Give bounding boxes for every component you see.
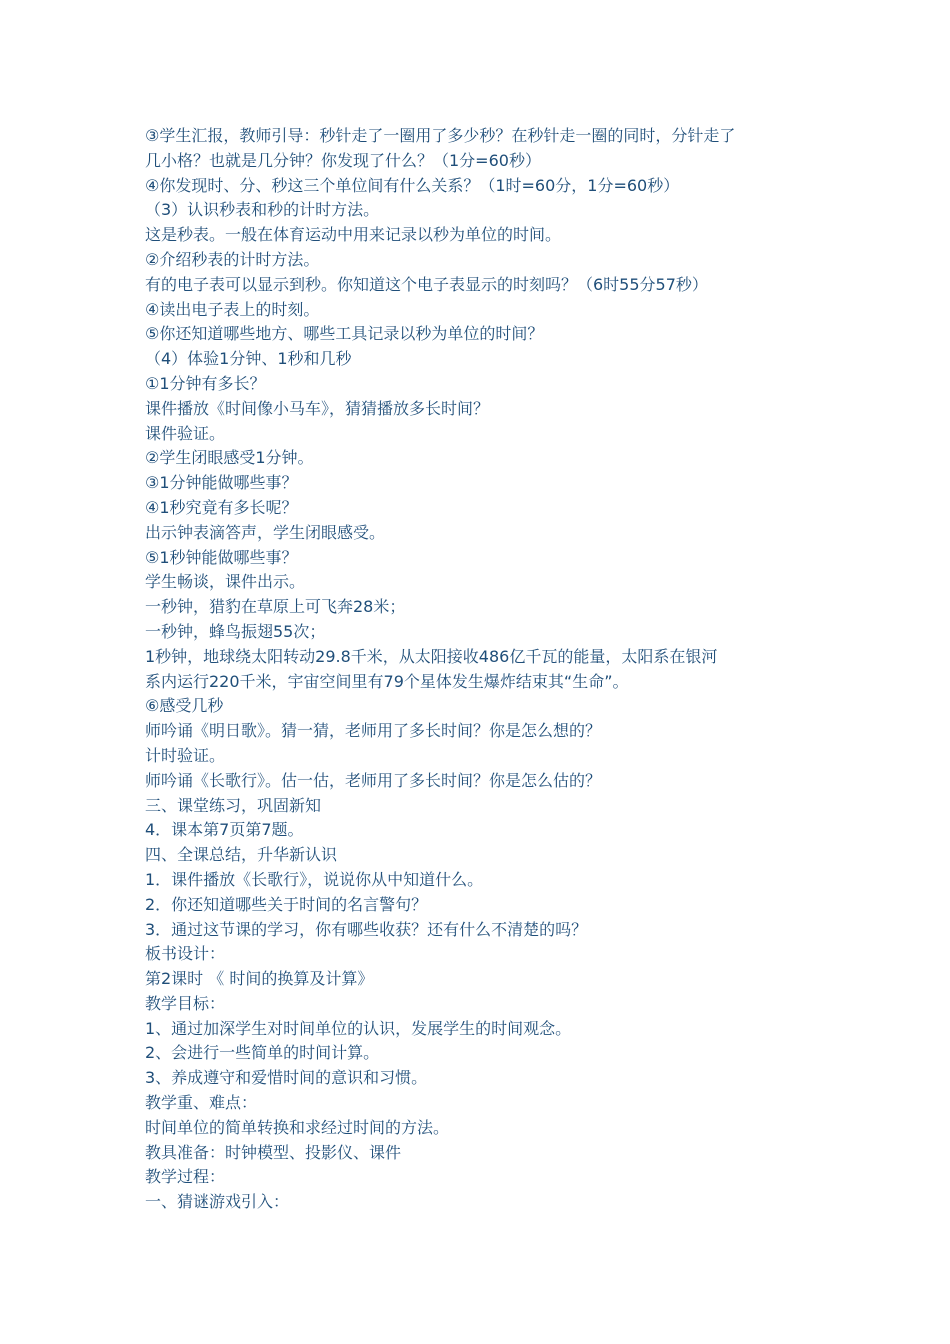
text-line: 这是秒表。一般在体育运动中用来记录以秒为单位的时间。 [145, 225, 562, 245]
text-line: 系内运行220千米，宇宙空间里有79个星体发生爆炸结束其“生命”。 [145, 671, 629, 691]
text-line: 2．你还知道哪些关于时间的名言警句？ [145, 894, 428, 914]
text-line: 几小格？也就是几分钟？你发现了什么？（1分=60秒） [145, 150, 541, 170]
text-line: 师吟诵《长歌行》。估一估，老师用了多长时间？你是怎么估的？ [145, 770, 602, 790]
text-line: ④读出电子表上的时刻。 [145, 299, 320, 319]
text-line: 一秒钟，蜂鸟振翅55次； [145, 621, 326, 641]
text-line: 3、养成遵守和爱惜时间的意识和习惯。 [145, 1068, 428, 1088]
text-line: ④1秒究竟有多长呢？ [145, 497, 298, 517]
text-line: 教学过程： [145, 1167, 226, 1187]
text-line: 一、猜谜游戏引入： [145, 1192, 290, 1212]
text-line: 师吟诵《明日歌》。猜一猜，老师用了多长时间？你是怎么想的？ [145, 721, 602, 741]
text-line: 教学目标： [145, 993, 226, 1013]
text-line: ③学生汇报，教师引导：秒针走了一圈用了多少秒？在秒针走一圈的同时，分针走了 [145, 126, 736, 145]
text-line: 计时验证。 [145, 745, 226, 765]
text-line: 1．课件播放《长歌行》，说说你从中知道什么。 [145, 869, 484, 889]
text-line: 1、通过加深学生对时间单位的认识，发展学生的时间观念。 [145, 1018, 572, 1038]
text-line: ⑤1秒钟能做哪些事？ [145, 547, 298, 567]
text-line: （4）体验1分钟、1秒和几秒 [145, 349, 352, 369]
text-line: 3．通过这节课的学习，你有哪些收获？还有什么不清楚的吗？ [145, 919, 588, 939]
document-body [145, 124, 815, 1215]
text-line: 课件播放《时间像小马车》，猜猜播放多长时间？ [145, 398, 490, 418]
text-line: 2、会进行一些简单的时间计算。 [145, 1043, 380, 1063]
text-line: 教学重、难点： [145, 1093, 258, 1113]
text-line: ①1分钟有多长？ [145, 373, 266, 393]
text-line: 四、全课总结，升华新认识 [145, 845, 338, 865]
text-line: ⑥感受几秒 [145, 696, 224, 716]
text-line: 教具准备：时钟模型、投影仪、课件 [145, 1142, 402, 1162]
text-line: ②学生闭眼感受1分钟。 [145, 448, 314, 468]
text-line: ③1分钟能做哪些事？ [145, 473, 298, 493]
text-line: ④你发现时、分、秒这三个单位间有什么关系？（1时=60分，1分=60秒） [145, 175, 680, 195]
text-line: 第2课时 《 时间的换算及计算》 [145, 969, 374, 989]
text-line: 一秒钟，猎豹在草原上可飞奔28米； [145, 597, 406, 617]
text-line: 有的电子表可以显示到秒。你知道这个电子表显示的时刻吗？（6时55分57秒） [145, 274, 708, 294]
text-line: 板书设计： [145, 944, 226, 964]
text-line: 三、课堂练习，巩固新知 [145, 795, 322, 815]
text-line: ⑤你还知道哪些地方、哪些工具记录以秒为单位的时间？ [145, 324, 544, 344]
text-line: ②介绍秒表的计时方法。 [145, 249, 320, 269]
text-line: 1秒钟，地球绕太阳转动29.8千米，从太阳接收486亿千瓦的能量，太阳系在银河 [145, 646, 718, 666]
text-line: 课件验证。 [145, 423, 226, 443]
text-line: 4．课本第7页第7题。 [145, 820, 304, 840]
text-line: 学生畅谈，课件出示。 [145, 572, 306, 592]
text-line: 时间单位的简单转换和求经过时间的方法。 [145, 1117, 450, 1137]
text-line: 出示钟表滴答声，学生闭眼感受。 [145, 522, 386, 542]
text-line: （3）认识秒表和秒的计时方法。 [145, 200, 380, 220]
